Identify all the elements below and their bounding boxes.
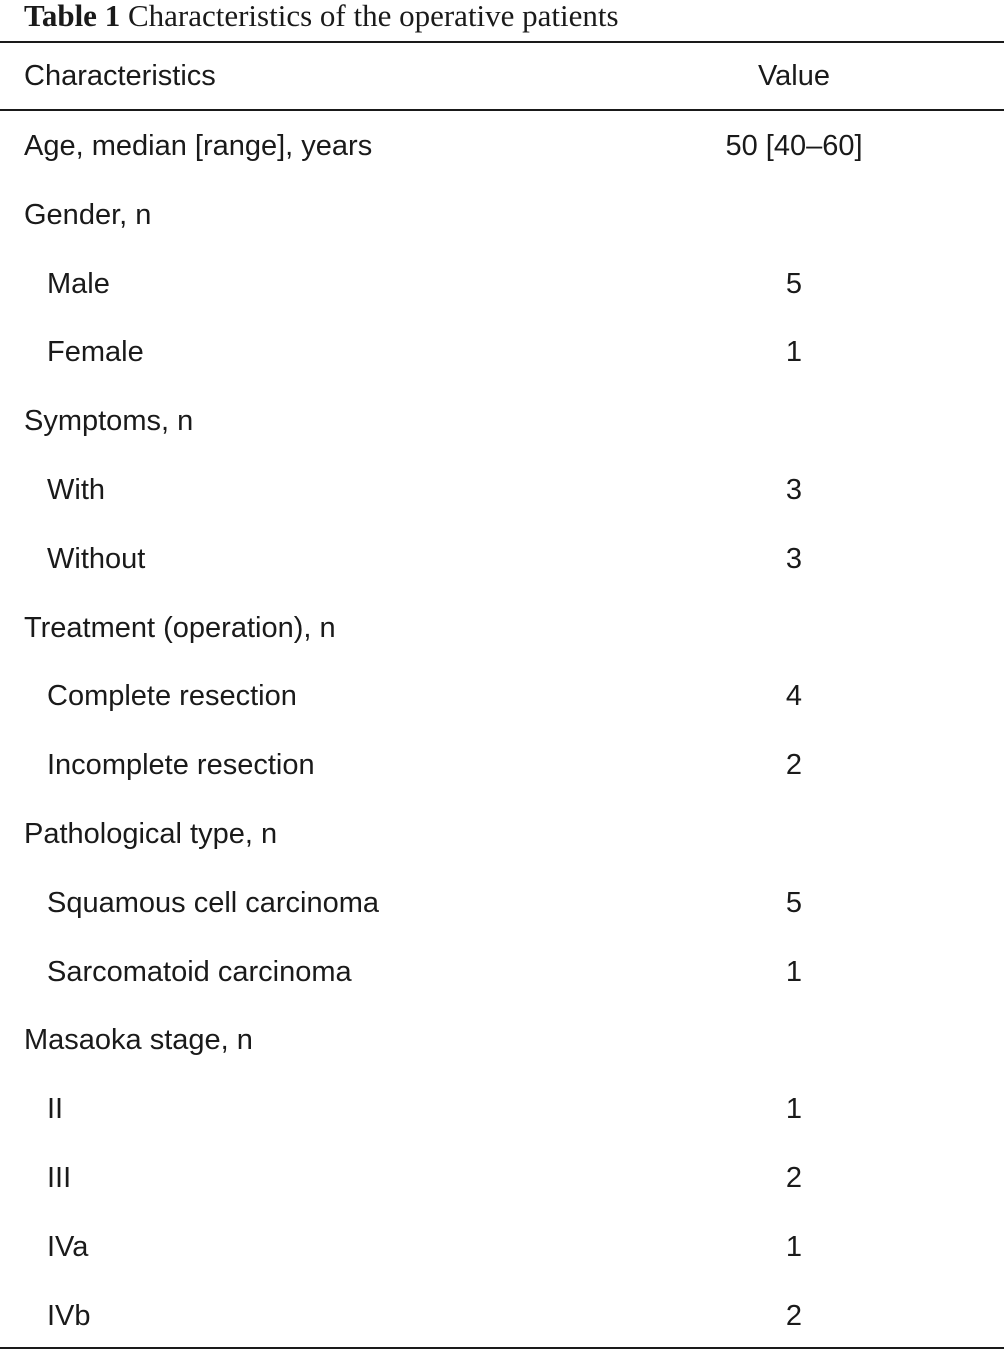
row-label: II — [47, 1093, 64, 1126]
row-value: 1 — [785, 1093, 803, 1126]
row-label: IVa — [47, 1230, 89, 1263]
table-row — [0, 180, 1004, 249]
table-row — [0, 524, 1004, 593]
table-caption — [24, 0, 619, 34]
table-row — [0, 249, 1004, 318]
row-value: 4 — [785, 680, 803, 713]
table-caption-title: Characteristics of the operative patients — [127, 0, 619, 33]
row-label: With — [47, 473, 105, 506]
row-value: 5 — [785, 267, 803, 300]
table-row — [0, 1143, 1004, 1212]
table-caption-label: Table 1 — [24, 0, 121, 33]
row-value: 50 [40–60] — [725, 130, 863, 162]
table-row — [0, 455, 1004, 524]
header-characteristics: Characteristics — [24, 60, 216, 92]
row-value: 2 — [785, 749, 803, 782]
row-value: 1 — [785, 955, 803, 988]
row-value: 5 — [785, 886, 803, 919]
row-label: Gender, n — [24, 198, 152, 231]
header-value: Value — [757, 60, 831, 92]
row-value: 2 — [785, 1299, 803, 1332]
table-row — [0, 799, 1004, 868]
table-row — [0, 661, 1004, 730]
row-label: IVb — [47, 1299, 91, 1332]
row-label: Treatment (operation), n — [24, 611, 336, 644]
table-row — [0, 1074, 1004, 1143]
table-row — [0, 317, 1004, 386]
table-header-row — [0, 43, 1004, 109]
row-value: 3 — [785, 542, 803, 575]
row-label: Symptoms, n — [24, 405, 194, 438]
table-row — [0, 1212, 1004, 1281]
row-label: Complete resection — [47, 680, 297, 713]
row-value: 2 — [785, 1161, 803, 1194]
row-label: Male — [47, 267, 110, 300]
row-label: Without — [47, 542, 146, 575]
table-row — [0, 1281, 1004, 1350]
table-row — [0, 111, 1004, 180]
table-body — [0, 111, 1004, 1349]
row-value: 1 — [785, 336, 803, 369]
row-label: Sarcomatoid carcinoma — [47, 955, 352, 988]
row-label: Incomplete resection — [47, 749, 315, 782]
row-label: Masaoka stage, n — [24, 1024, 253, 1057]
table-bottom-rule — [0, 1347, 1004, 1349]
row-label: Squamous cell carcinoma — [47, 886, 380, 919]
table-row — [0, 386, 1004, 455]
row-value: 1 — [785, 1230, 803, 1263]
table-row — [0, 593, 1004, 662]
row-label: Pathological type, n — [24, 817, 278, 850]
table-row — [0, 730, 1004, 799]
table-row — [0, 1005, 1004, 1074]
row-label: Age, median [range], years — [24, 130, 373, 162]
row-value: 3 — [785, 473, 803, 506]
table-row — [0, 868, 1004, 937]
row-label: Female — [47, 336, 144, 369]
row-label: III — [47, 1161, 72, 1194]
table-row — [0, 937, 1004, 1006]
